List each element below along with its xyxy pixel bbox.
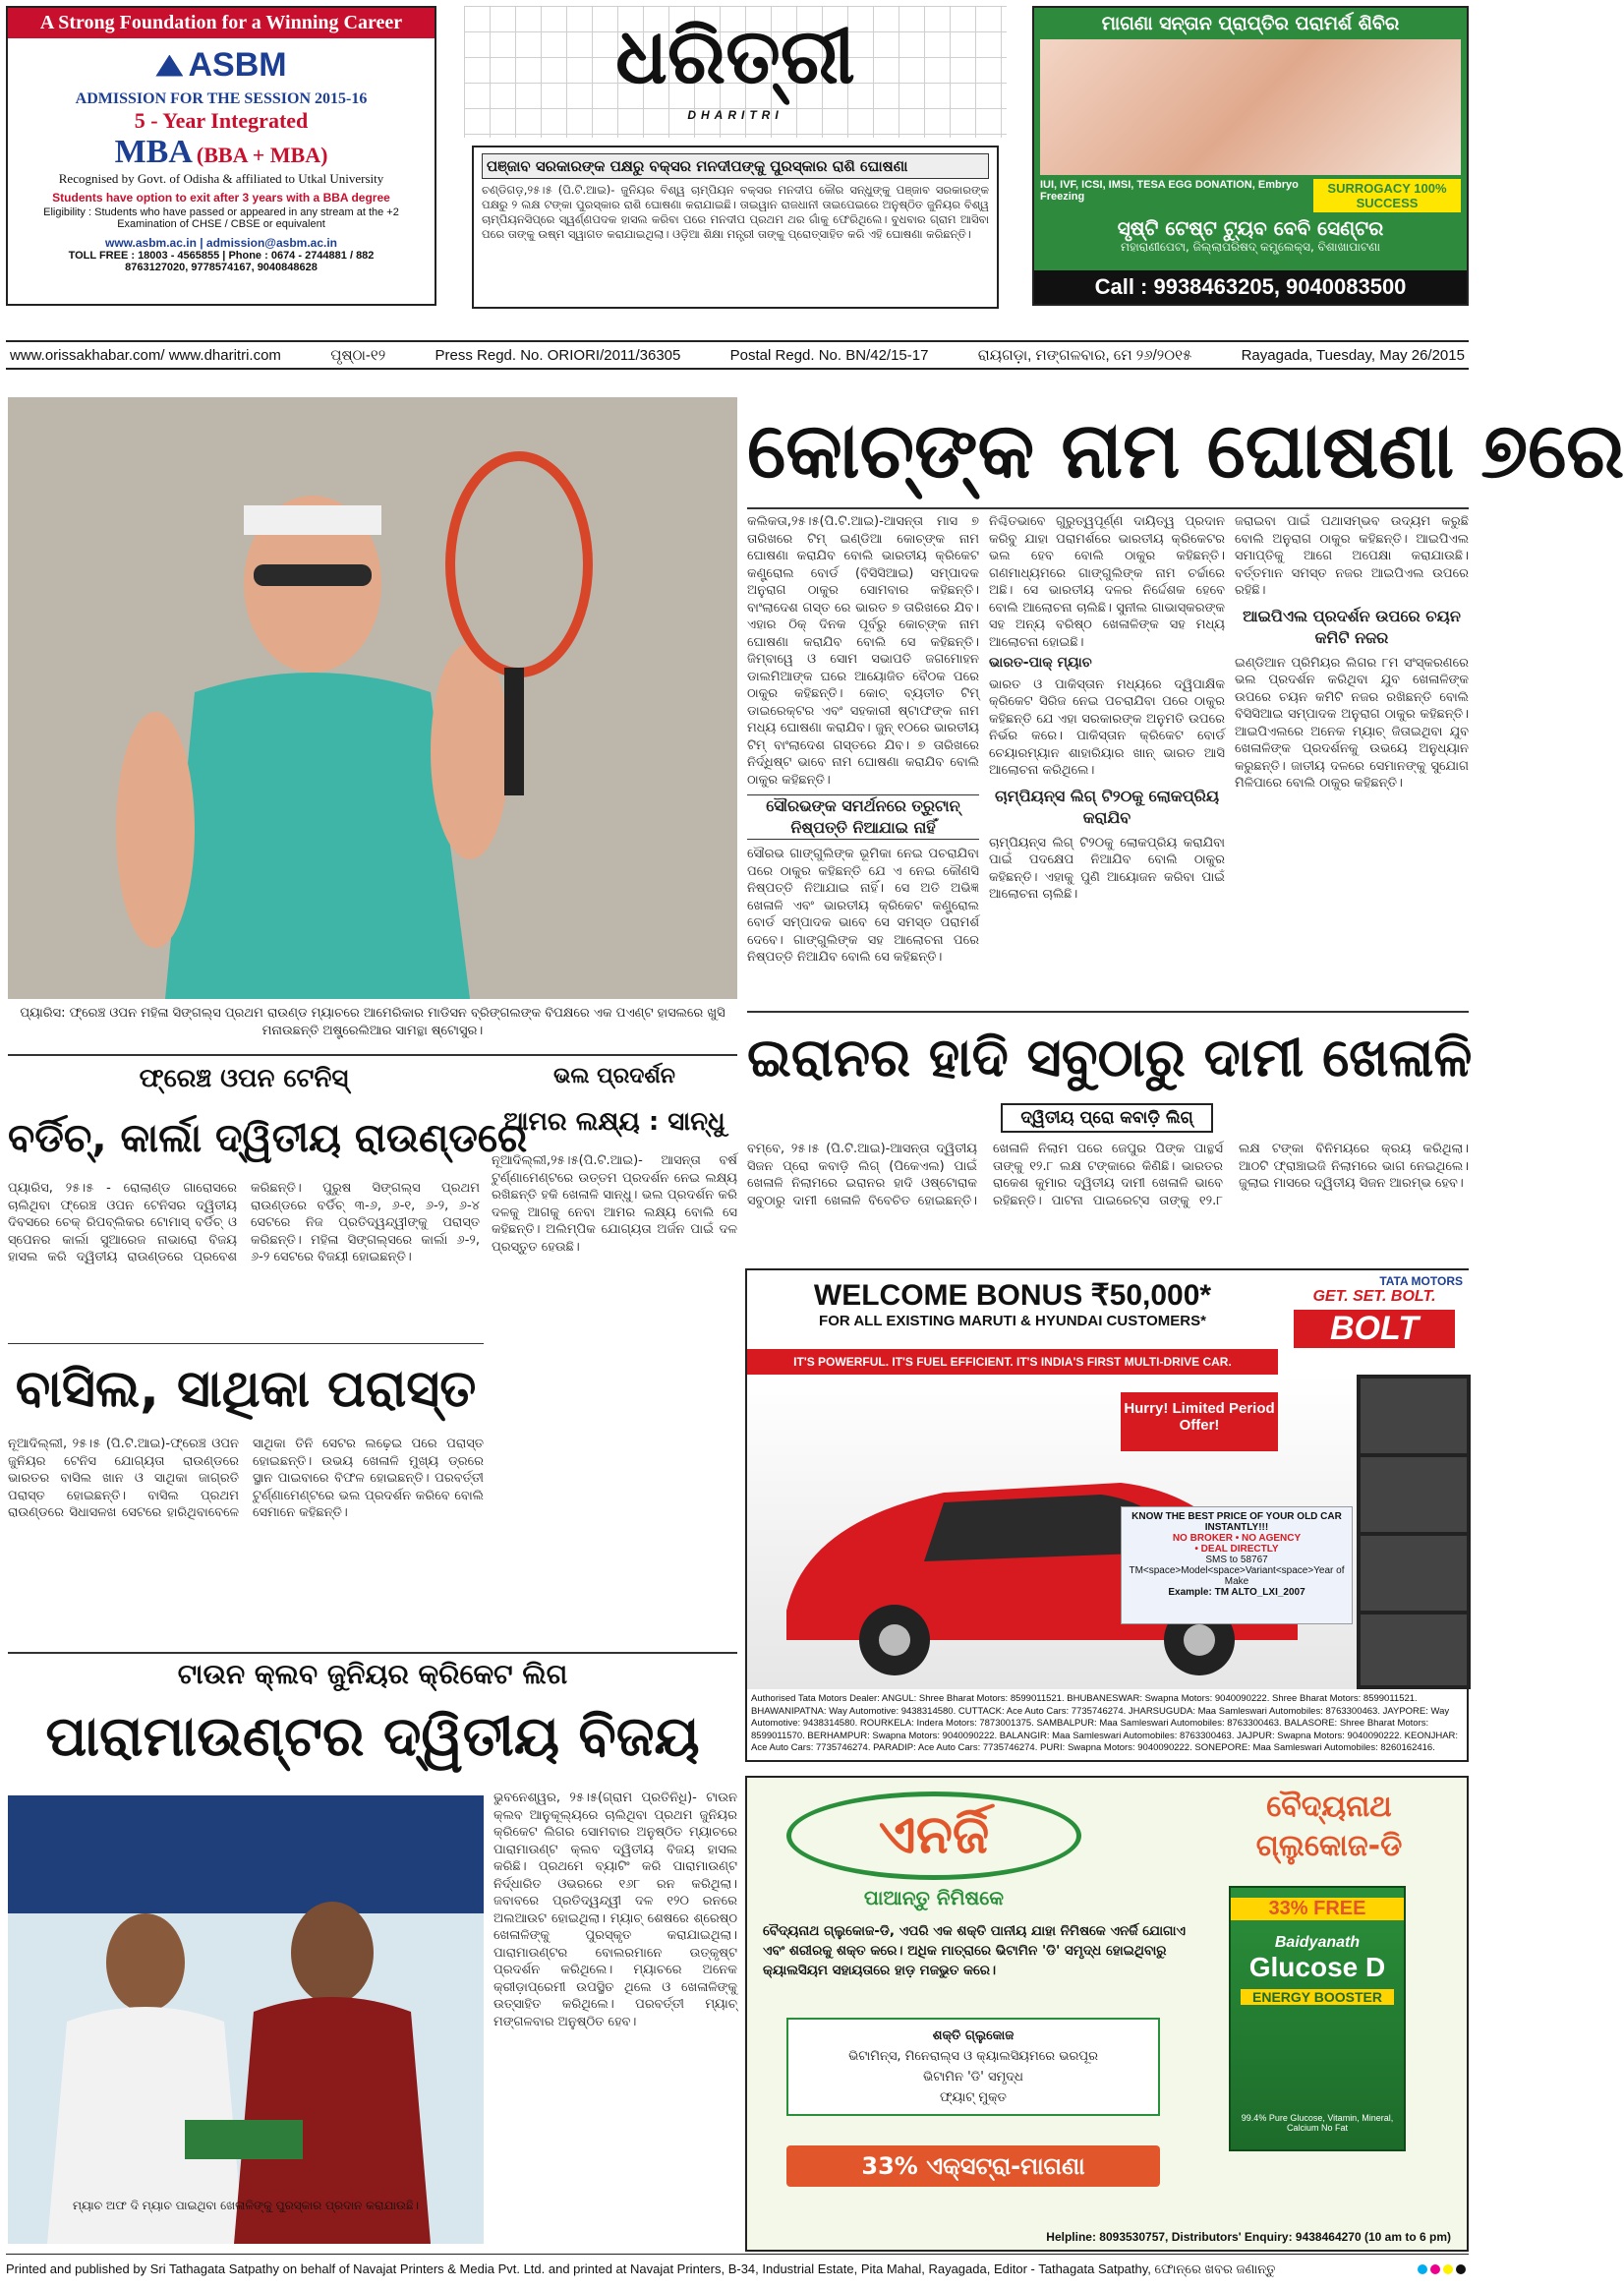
fertility-centre: ସୃଷ୍ଟି ଟେଷ୍ଟ ଟ୍ୟୁବ ବେବି ସେଣ୍ଟର <box>1117 216 1384 240</box>
imprint-text: Printed and published by Sri Tathagata Satpathy on behalf of Navajat Printers & Media Pvt. Ltd. and printed at Navajat Printers, B-34, Industrial Estate, Pita Mahal, Rayagada, Editor - Tathagata Satpathy, ଫୋନ୍‌ରେ ଖବର ଜଣାନ୍ତୁ <box>6 2261 1276 2276</box>
coach-subhead-3: ଚାମ୍ପିୟନ୍ସ ଲିଗ୍ ଟି୨୦କୁ ଲୋକପ୍ରିୟ କରାଯିବ <box>994 786 1220 827</box>
glucose-pack <box>1229 1886 1406 2151</box>
asbm-mobiles: 8763127020, 9778574167, 9040848628 <box>125 262 318 273</box>
asbm-exit-option: Students have option to exit after 3 years with a BBA degree <box>52 191 390 205</box>
tata-customers: FOR ALL EXISTING MARUTI & HYUNDAI CUSTOMERS* <box>819 1313 1206 1329</box>
glucose-pack-name: Glucose D <box>1248 1952 1386 1982</box>
glucose-feature-4: ଫ୍ୟାଟ୍ ମୁକ୍ତ <box>940 2090 1007 2105</box>
fertility-ad <box>1032 6 1469 306</box>
glucose-d-ad <box>745 1776 1469 2252</box>
folio-website: www.orissakhabar.com/ www.dharitri.com <box>10 346 281 364</box>
fertility-baby-photo <box>1040 39 1461 175</box>
tata-tagline: IT'S POWERFUL. IT'S FUEL EFFICIENT. IT'S INDIA'S FIRST MULTI-DRIVE CAR. <box>747 1349 1278 1375</box>
folio-date-en: Rayagada, Tuesday, May 26/2015 <box>1241 346 1465 364</box>
masthead-subtitle: DHARITRI <box>687 108 783 122</box>
glucose-features <box>786 2018 1160 2116</box>
asbm-logo: ASBM <box>188 46 287 84</box>
glucose-brand: ବୈଦ୍ୟନାଥ ଗ୍ଲୁକୋଜ-ଡି <box>1255 1790 1403 1863</box>
folio-date-odia: ରାୟଗଡ଼ା, ମଙ୍ଗଳବାର, ମେ ୨୬/୨୦୧୫ <box>977 346 1192 364</box>
glucose-pack-booster: ENERGY BOOSTER <box>1241 1989 1394 2005</box>
asbm-tagline: A Strong Foundation for a Winning Career <box>8 8 435 38</box>
glucose-feature-3: ଭିଟାମିନ 'ଡି' ସମୃଦ୍ଧ <box>923 2070 1023 2084</box>
cricket-body: ଭୁବନେଶ୍ୱର, ୨୫।୫(ଗ୍ରାମ ପ୍ରତିନିଧି)- ଟାଉନ କ୍ଲବ ଆନୁକୂଲ୍ୟରେ ଚାଲିଥିବା ପ୍ରଥମ ଜୁନିୟର କ୍ରିକେଟ ଲିଗର ସୋମବାର ଅନୁଷ୍ଠିତ ମ୍ୟାଚରେ ପାରାମାଉଣ୍ଟ କ୍ଲବ ଦ୍ୱିତୀୟ ବିଜୟ ହାସଲ କରିଛି। ପ୍ରଥମେ ବ୍ୟାଟିଂ କରି ପାରାମାଉଣ୍ଟ ନିର୍ଦ୍ଧାରିତ ଓଭରରେ ୧୬୮ ରନ କରିଥିଲା। ଜବାବରେ ପ୍ରତିଦ୍ୱନ୍ଦ୍ୱୀ ଦଳ ୧୨୦ ରନରେ ଅଲଆଉଟ ହୋଇଥିଲା। ମ୍ୟାଚ୍ ଶେଷରେ ଶ୍ରେଷ୍ଠ ଖେଳାଳିଙ୍କୁ ପୁରସ୍କୃତ କରାଯାଇଥିଲା। ପାରାମାଉଣ୍ଟର ବୋଲରମାନେ ଉତ୍କୃଷ୍ଟ ପ୍ରଦର୍ଶନ କରିଥିଲେ। ମ୍ୟାଚରେ ଅନେକ କ୍ରୀଡ଼ାପ୍ରେମୀ ଉପସ୍ଥିତ ଥିଲେ ଓ ଖେଳାଳିଙ୍କୁ ଉତ୍ସାହିତ କରିଥିଲେ। ପରବର୍ତ୍ତୀ ମ୍ୟାଚ୍ ମଙ୍ଗଳବାର ଅନୁଷ୍ଠିତ ହେବ। <box>493 1791 737 2029</box>
asbm-mba-paren: (BBA + MBA) <box>196 143 328 167</box>
fertility-services: IUI, IVF, ICSI, IMSI, TESA EGG DONATION, Embryo Freezing <box>1040 179 1299 203</box>
coach-body-5: ଚାମ୍ପିୟନ୍ସ ଲିଗ୍ ଟି୨୦କୁ ଲୋକପ୍ରିୟ କରାଯିବା ପାଇଁ ପଦକ୍ଷେପ ନିଆଯିବ ବୋଲି ଠାକୁର କହିଛନ୍ତି। ଏହାକୁ ପୁଣି ଆୟୋଜନ କରିବା ପାଇଁ ଆଲୋଚନା ଚାଲିଛି। <box>989 835 1225 902</box>
glucose-energy-sub: ପାଆନ୍ତୁ ନିମିଷକେ <box>863 1886 1005 1909</box>
tennis-body: ପ୍ୟାରିସ, ୨୫।୫ - ରୋଲାଣ୍ଡ ଗାରୋସରେ ଚାଲିଥିବା ଫ୍ରେଞ୍ଚ ଓପନ ଟେନିସର ଦ୍ୱିତୀୟ ଦିବସରେ ଚେକ୍ ରିପବ୍ଲିକର ଟୋମାସ୍ ବର୍ଡିଚ୍ ଓ ସ୍ପେନର କାର୍ଲା ସୁଆରେଜ ନାଭାରୋ ବିଜୟ ହାସଲ କରି ଦ୍ୱିତୀୟ ରାଉଣ୍ଡରେ ପ୍ରବେଶ କରିଛନ୍ତି। ପୁରୁଷ ସିଙ୍ଗଲ୍ସ ପ୍ରଥମ ରାଉଣ୍ଡରେ ବର୍ଡିଚ୍ ୩-୬, ୬-୧, ୬-୨, ୬-୪ ସେଟରେ ନିଜ ପ୍ରତିଦ୍ୱନ୍ଦ୍ୱୀଙ୍କୁ ପରାସ୍ତ କରିଛନ୍ତି। ମହିଳା ସିଙ୍ଗଲ୍ସରେ କାର୍ଲା ୬-୨, ୬-୨ ସେଟରେ ବିଜୟୀ ହୋଇଛନ୍ତି। <box>8 1181 480 1264</box>
tata-sms-format: TM<space>Model<space>Variant<space>Year of Make <box>1129 1565 1345 1587</box>
cricket-kicker: ଟାଉନ କ୍ଲବ ଜୁନିୟର କ୍ରିକେଟ ଲିଗ <box>177 1658 568 1690</box>
kabaddi-body: ବମ୍ବେ, ୨୫।୫ (ପି.ଟି.ଆଇ)-ଆସନ୍ତା ଦ୍ୱିତୀୟ ସିଜନ ପ୍ରୋ କବାଡ଼ି ଲିଗ୍ (ପିକେଏଲ) ପାଇଁ ଖେଳାଳି ନିଲାମରେ ଇରାନର ହାଦି ଓଷ୍ଟୋରାକ ସବୁଠାରୁ ଦାମୀ ଖେଳାଳି ବିବେଚିତ ହୋଇଛନ୍ତି। ଖେଳାଳି ନିଲାମ ପରେ ଜେପୁର ପିଙ୍କ ପାନ୍ଥର୍ସ ତାଙ୍କୁ ୧୨.୮ ଲକ୍ଷ ଟଙ୍କାରେ କିଣିଛି। ଭାରତର ରାକେଶ କୁମାର ଦ୍ୱିତୀୟ ଦାମୀ ଖେଳାଳି ଭାବେ ରହିଛନ୍ତି। ପାଟନା ପାଇରେଟ୍ସ ତାଙ୍କୁ ୧୨.୮ ଲକ୍ଷ ଟଙ୍କା ବିନିମୟରେ କ୍ରୟ କରିଥିଲା। ଆଠଟି ଫ୍ରାଞ୍ଚାଇଜି ନିଲାମରେ ଭାଗ ନେଇଥିଲେ। ଜୁଲାଇ ମାସରେ ଦ୍ୱିତୀୟ ସିଜନ ଆରମ୍ଭ ହେବ। <box>747 1142 1469 1208</box>
cricket-award-illustration <box>8 1795 484 2244</box>
coach-body-1: କଲିକତା,୨୫।୫(ପି.ଟି.ଆଇ)-ଆସନ୍ତା ମାସ ୭ ତାରିଖରେ ଟିମ୍ ଇଣ୍ଡିଆ କୋଚ୍‌ଙ୍କ ନାମ ଘୋଷଣା କରାଯିବ ବୋଲି ଭାରତୀୟ କ୍ରିକେଟ କଣ୍ଟ୍ରୋଲ ବୋର୍ଡ (ବିସିସିଆଇ) ସମ୍ପାଦକ ଅନୁରାଗ ଠାକୁର ସୋମବାର କହିଛନ୍ତି। ବାଂଲାଦେଶ ଗସ୍ତ ରେ ଭାରତ ୭ ତାରିଖରେ ଯିବ। ଏହାର ଠିକ୍ ଦିନକ ପୂର୍ବରୁ କୋଚ୍‌ଙ୍କ ନାମ ଘୋଷଣା କରାଯିବ ବୋଲି ସେ କହିଛନ୍ତି। ଜିମ୍ବାୱେ ଓ ସୋମ ସଭାପତି ଜଗମୋହନ ଡାଲମିଆଙ୍କ ଘରେ ଆୟୋଜିତ ବୈଠକ ପରେ ଠାକୁର କହିଛନ୍ତି। କୋଚ୍ ବ୍ୟତୀତ ଟିମ୍ ଡାଇରେକ୍ଟର ଏବଂ ସହକାରୀ ଷ୍ଟାଫଙ୍କ ନାମ ମଧ୍ୟ ଘୋଷଣା କରାଯିବ। ଜୁନ୍ ୧୦ରେ ଭାରତୀୟ ଟିମ୍ ବାଂଲାଦେଶ ଗସ୍ତରେ ଯିବ। ୭ ତାରିଖରେ ନିର୍ଦ୍ଧିଷ୍ଟ ଭାବେ ନାମ ଘୋଷଣା କରାଯିବ ବୋଲି ଠାକୁର କହିଛନ୍ତି। <box>747 514 979 788</box>
asbm-logo-icon <box>155 55 183 77</box>
glucose-energy: ଏନର୍ଜି <box>786 1791 1081 1880</box>
fertility-call: Call : 9938463205, 9040083500 <box>1034 270 1467 304</box>
tata-hurry-badge: Hurry! Limited Period Offer! <box>1121 1392 1278 1451</box>
fertility-surrogacy: SURROGACY 100% SUCCESS <box>1313 179 1461 212</box>
glucose-pack-note: 99.4% Pure Glucose, Vitamin, Mineral, Calcium No Fat <box>1241 2113 1394 2133</box>
tennis-photo <box>8 397 737 999</box>
cricket-caption: ମ୍ୟାଚ ଅଫ ଦି ମ୍ୟାଚ ପାଇଥିବା ଖେଳାଳିଙ୍କୁ ପୁରସ୍କାର ପ୍ରଦାନ କରାଯାଉଛି। <box>72 2199 420 2212</box>
tennis-kicker: ଫ୍ରେଞ୍ଚ ଓପନ ଟେନିସ୍ <box>139 1064 349 1093</box>
tennis-photo-caption: ପ୍ୟାରିସ: ଫ୍ରେଞ୍ଚ ଓପନ ମହିଳା ସିଙ୍ଗଲ୍ସ ପ୍ରଥମ ରାଉଣ୍ଡ ମ୍ୟାଚରେ ଆମେରିକାର ମାଡିସନ ବ୍ରିଙ୍ଗଲଙ୍କ ବିପକ୍ଷରେ ଏକ ପଏଣ୍ଟ ହାସଲରେ ଖୁସି ମନାଉଛନ୍ତି ଅଷ୍ଟ୍ରେଲିଆର ସାମନ୍ଥା ଷ୍ଟୋସୁର। <box>20 1006 725 1038</box>
glucose-pack-free: 33% FREE <box>1231 1898 1404 1920</box>
tennis-player-illustration <box>8 397 737 999</box>
tata-features-strip <box>1357 1375 1471 1689</box>
kabaddi-headline: ଇରାନର ହାଦି ସବୁଠାରୁ ଦାମୀ ଖେଳାଳି <box>747 1027 1473 1088</box>
basil-body: ନୂଆଦିଲ୍ଲୀ, ୨୫।୫ (ପି.ଟି.ଆଇ)-ଫ୍ରେଞ୍ଚ ଓପନ ଜୁନିୟର ଟେନିସ ଯୋଗ୍ୟତା ରାଉଣ୍ଡରେ ଭାରତର ବାସିଲ ଖାନ ଓ ସାଥିକା ଜାଗ୍ରତି ପରାସ୍ତ ହୋଇଛନ୍ତି। ବାସିଲ ପ୍ରଥମ ରାଉଣ୍ଡରେ ସିଧାସଳଖ ସେଟରେ ହାରିଥିବାବେଳେ ସାଥିକା ତିନି ସେଟର ଲଢ଼େଇ ପରେ ପରାସ୍ତ ହୋଇଛନ୍ତି। ଉଭୟ ଖେଳାଳି ମୁଖ୍ୟ ଡ୍ରରେ ସ୍ଥାନ ପାଇବାରେ ବିଫଳ ହୋଇଛନ୍ତି। ପରବର୍ତ୍ତୀ ଟୁର୍ଣ୍ଣାମେଣ୍ଟରେ ଭଲ ପ୍ରଦର୍ଶନ କରିବେ ବୋଲି ସେମାନେ କହିଛନ୍ତି। <box>8 1437 484 1520</box>
folio-postal-regd: Postal Regd. No. BN/42/15-17 <box>729 346 929 364</box>
masthead-title: ଧରିତ୍ରୀ <box>615 13 855 101</box>
folio-press-regd: Press Regd. No. ORIORI/2011/36305 <box>435 346 681 364</box>
tata-dealers: Authorised Tata Motors Dealer: ANGUL: Shree Bharat Motors: 8599011521. BHUBANESWAR: Swapna Motors: 9040090222. Shree Bharat Motors: 8599011521. BHAWANIPATNA: Way Automotive: 9438314580. CUTTACK: Ace Auto Cars: 7735746274. JHARSUGUDA: Maa Samleswari Automobiles: 8763300463. JAYPORE: Way Automotive: 9438314580. ROURKELA: Indera Motors: 7873001375. SAMBALPUR: Maa Samleswari Automobiles: 8763300463. BALASORE: Shree Bharat Motors: 8599011570. BERHAMPUR: Swapna Motors: 9040090222. BALANGIR: Maa Samleswari Automobiles: 8763300463. JAJPUR: Swapna Motors: 9040090222. KEONJHAR: Ace Auto Cars: 7735746274. PARADIP: Ace Auto Cars: 7735746274. PURI: Swapna Motors: 9040090222. SONEPORE: Maa Samleswari Automobiles: 8260162416. <box>751 1693 1459 1753</box>
coach-body-7: ଇଣ୍ଡିଆନ ପ୍ରିମିୟର ଲିଗର ୮ମ ସଂସ୍କରଣରେ ଭଲ ପ୍ରଦର୍ଶନ କରିଥିବା ଯୁବ ଖେଳାଳିଙ୍କ ଉପରେ ଚୟନ କମିଟି ନଜର ରଖିଛନ୍ତି ବୋଲି ବିସିସିଆଇ ସମ୍ପାଦକ ଅନୁରାଗ ଠାକୁର କହିଛନ୍ତି। ଆଇପିଏଲରେ ଅନେକ ମ୍ୟାଚ୍ ଜିତାଇଥିବା ଯୁବ ଖେଳାଳିଙ୍କ ପ୍ରଦର୍ଶନକୁ ଉଭୟେ ଅନୁଧ୍ୟାନ କରୁଛନ୍ତି। ଜାତୀୟ ଦଳରେ ସେମାନଙ୍କୁ ସୁଯୋଗ ମିଳିପାରେ ବୋଲି ଠାକୁର କହିଛନ୍ତି। <box>1235 655 1469 791</box>
tata-brand: TATA MOTORS <box>1379 1274 1463 1288</box>
coach-body-4: ଭାରତ ଓ ପାକିସ୍ତାନ ମଧ୍ୟରେ ଦ୍ୱିପାକ୍ଷିକ କ୍ରିକେଟ ସିରିଜ ନେଇ ପଚରାଯିବା ପରେ ଠାକୁର କହିଛନ୍ତି ଯେ ଏହା ସରକାରଙ୍କ ଅନୁମତି ଉପରେ ନିର୍ଭର କରେ। ପାକିସ୍ତାନ କ୍ରିକେଟ ବୋର୍ଡ ଚେୟାରମ୍ୟାନ ଶାହାରିୟାର ଖାନ୍ ଭାରତ ଆସି ଆଲୋଚନା କରିଥିଲେ। <box>989 676 1225 778</box>
sandhu-kicker: ଭଲ ପ୍ରଦର୍ଶନ <box>553 1064 675 1088</box>
asbm-recognised: Recognised by Govt. of Odisha & affiliated to Utkal University <box>58 171 384 186</box>
asbm-web: www.asbm.ac.in | admission@asbm.ac.in <box>104 236 338 250</box>
folio-line <box>6 340 1469 370</box>
glucose-pitch: ବୈଦ୍ୟନାଥ ଗ୍ଲୁକୋଜ-ଡି, ଏପରି ଏକ ଶକ୍ତି ପାନୀୟ ଯାହା ନିମିଷକେ ଏନର୍ଜି ଯୋଗାଏ ଏବଂ ଶରୀରକୁ ଶକ୍ତ କରେ। ଅଧିକ ମାତ୍ରାରେ ଭିଟାମିନ 'ଡି' ସମୃଦ୍ଧ ହୋଇଥିବାରୁ କ୍ୟାଲସିୟମ ସହାୟତାରେ ହାଡ଼ ମଜଭୁତ କରେ। <box>763 1923 1186 1978</box>
folio-page-number: ପୃଷ୍ଠା-୧୨ <box>330 346 386 364</box>
coach-body-6: ଜରାଇବା ପାଇଁ ପଥାସମ୍ଭବ ଉଦ୍ୟମ କରୁଛି ବୋଲି ଅନୁରାଗ ଠାକୁର କହିଛନ୍ତି। ଆଇପିଏଲ ସମାପ୍ତିକୁ ଆଗେ ଅପେକ୍ଷା କରାଯାଉଛି। ବର୍ତ୍ତମାନ ସମସ୍ତ ନଜର ଆଇପିଏଲ ଉପରେ ରହିଛି। <box>1235 514 1469 598</box>
tata-offer-1: NO BROKER • NO AGENCY <box>1172 1533 1302 1544</box>
tata-sms: SMS to 58767 <box>1205 1555 1268 1565</box>
tata-offer-box <box>1121 1506 1353 1624</box>
lead-headline: ପଞ୍ଜାବ ସରକାରଙ୍କ ପକ୍ଷରୁ ବକ୍ସର ମନଦୀପଙ୍କୁ ପୁରସ୍କାର ରାଶି ଘୋଷଣା <box>482 153 989 179</box>
fertility-title: ମାଗଣା ସନ୍ତାନ ପ୍ରାପ୍ତିର ପରାମର୍ଶ ଶିବିର <box>1101 13 1400 34</box>
glucose-pack-brand: Baidyanath <box>1274 1934 1361 1951</box>
glucose-helpline: Helpline: 8093530757, Distributors' Enquiry: 9438464270 (10 am to 6 pm) <box>1046 2230 1451 2244</box>
asbm-ad <box>6 6 436 306</box>
coach-subhead-2: ଭାରତ-ପାକ୍ ମ୍ୟାଚ <box>989 655 1092 671</box>
tata-sms-example: Example: TM ALTO_LXI_2007 <box>1168 1587 1305 1598</box>
asbm-admission: ADMISSION FOR THE SESSION 2015-16 <box>75 90 368 107</box>
tata-offer-2: • DEAL DIRECTLY <box>1194 1544 1279 1555</box>
tata-welcome-bonus: WELCOME BONUS ₹50,000* <box>813 1279 1212 1312</box>
tata-bolt-ad <box>745 1268 1469 1762</box>
asbm-tollfree: TOLL FREE : 18003 - 4565855 | Phone : 0674 - 2744881 / 882 <box>68 250 375 262</box>
asbm-program: 5 - Year Integrated <box>134 108 309 133</box>
kabaddi-kicker: ଦ୍ୱିତୀୟ ପ୍ରୋ କବାଡ଼ି ଲିଗ୍ <box>1001 1103 1213 1133</box>
coach-column-3 <box>1235 513 1469 1005</box>
imprint-line <box>6 2254 1469 2283</box>
fertility-address: ମହାରାଣୀପେଟା, ଜିଲ୍ଲାପରିଷଦ୍‌ କମ୍ପ୍ଲେକ୍ସ, ବିଶାଖାପାଟଣା <box>1120 240 1380 254</box>
cricket-photo <box>8 1795 484 2244</box>
asbm-eligibility: Eligibility : Students who have passed or appeared in any stream at the +2 Examination of CHSE / CBSE or equivalent <box>43 206 399 230</box>
basil-headline: ବାସିଲ, ସାଥିକା ପରାସ୍ତ <box>15 1360 477 1419</box>
cricket-headline: ପାରାମାଉଣ୍ଟର ଦ୍ୱିତୀୟ ବିଜୟ <box>45 1705 700 1769</box>
coach-subhead-4: ଆଇପିଏଲ ପ୍ରଦର୍ଶନ ଉପରେ ଚୟନ କମିଟି ନଜର <box>1243 606 1461 647</box>
sandhu-body: ନୂଆଦିଲ୍ଲୀ,୨୫।୫(ପି.ଟି.ଆଇ)- ଆସନ୍ତା ବର୍ଷ ଟୁର୍ଣ୍ଣାମେଣ୍ଟରେ ଉତ୍ତମ ପ୍ରଦର୍ଶନ ନେଇ ଲକ୍ଷ୍ୟ ରଖିଛନ୍ତି ହକି ଖେଳାଳି ସାନ୍ଧୁ। ଭଲ ପ୍ରଦର୍ଶନ କରି ଦଳକୁ ଆଗକୁ ନେବା ଆମର ଲକ୍ଷ୍ୟ ବୋଲି ସେ କହିଛନ୍ତି। ଅଲିମ୍ପିକ ଯୋଗ୍ୟତା ଅର୍ଜନ ପାଇଁ ଦଳ ପ୍ରସ୍ତୁତ ହେଉଛି। <box>492 1153 737 1255</box>
tennis-headline: ବର୍ଡିଚ୍, କାର୍ଲା ଦ୍ୱିତୀୟ ରାଉଣ୍ଡରେ <box>8 1116 528 1161</box>
glucose-feature-1: ଶକ୍ତି ଗ୍ଲୁକୋଜ <box>932 2028 1015 2043</box>
masthead <box>464 6 1007 138</box>
sandhu-headline: ଆମର ଲକ୍ଷ୍ୟ : ସାନ୍ଧୁ <box>503 1107 725 1137</box>
asbm-mba: MBA <box>114 134 193 170</box>
tata-getset: GET. SET. BOLT. <box>1312 1288 1436 1305</box>
registration-marks <box>1418 2260 1469 2278</box>
lead-body: ଚଣ୍ଡିଗଡ଼,୨୫।୫ (ପି.ଟି.ଆଇ)- ଜୁନିୟର ବିଶ୍ୱ ଚାମ୍ପିୟନ ବକ୍ସର ମନଦୀପ କୌର ସନ୍ଧୁଙ୍କୁ ପଞ୍ଜାବ ସରକାରଙ୍କ ପକ୍ଷରୁ ୨ ଲକ୍ଷ ଟଙ୍କା ପୁରସ୍କାର ରାଶି ଘୋଷଣା କରାଯାଇଛି। ତାଇୱାନ ରାଜଧାନୀ ତାଇପେଇରେ ଅନୁଷ୍ଠିତ ଜୁନିୟର ବିଶ୍ୱ ଚାମ୍ପିୟନସିପ୍‌ରେ ସ୍ୱର୍ଣ୍ଣପଦକ ହାସଲ କରିବା ପରେ ମନଦୀପ ପ୍ରଥମ ଥର ଗାଁକୁ ଫେରିଥିଲେ। ବୁଧବାର ଗ୍ରାମ ଆସିବା ପରେ ତାଙ୍କୁ ଉଷ୍ମ ସ୍ୱାଗତ କରାଯାଇଥିଲା। ଓଡ଼ିଆ ଶିକ୍ଷା ମନ୍ତ୍ରୀ ତାଙ୍କୁ ପ୍ରୋତ୍ସାହିତ କରି ଏହି ଘୋଷଣା କରିଛନ୍ତି। <box>482 183 989 241</box>
coach-column-1 <box>747 513 979 1005</box>
glucose-extra-free: 33% ଏକ୍ସଟ୍ରା-ମାଗଣା <box>786 2145 1160 2187</box>
tata-offer-title: KNOW THE BEST PRICE OF YOUR OLD CAR INSTANTLY!!! <box>1131 1511 1342 1533</box>
tata-model: BOLT <box>1294 1310 1455 1348</box>
coach-body-2: ସୌରଭ ଗାଙ୍ଗୁଲିଙ୍କ ଭୂମିକା ନେଇ ପଚରାଯିବା ପରେ ଠାକୁର କହିଛନ୍ତି ଯେ ଏ ନେଇ କୌଣସି ନିଷ୍ପତ୍ତି ନିଆଯାଇ ନାହିଁ। ସେ ଅତି ଅଭିଜ୍ଞ ଖେଳାଳି ଏବଂ ଭାରତୀୟ କ୍ରିକେଟ କଣ୍ଟ୍ରୋଲ ବୋର୍ଡ ସମ୍ପାଦକ ଭାବେ ସେ ସମସ୍ତ ପରାମର୍ଶ ଦେବେ। ଗାଙ୍ଗୁଲିଙ୍କ ସହ ଆଲୋଚନା ପରେ ନିଷ୍ପତ୍ତି ନିଆଯିବ ବୋଲି ସେ କହିଛନ୍ତି। <box>747 847 979 965</box>
lead-story-box <box>472 146 999 309</box>
coach-headline: କୋଚ୍‌ଙ୍କ ନାମ ଘୋଷଣା ୭ରେ <box>747 407 1624 496</box>
glucose-feature-2: ଭିଟାମିନ୍ସ, ମିନେରାଲ୍ସ ଓ କ୍ୟାଲସିୟମରେ ଭରପୂର <box>848 2049 1098 2064</box>
coach-subhead-1: ସୌରଭଙ୍କ ସମର୍ଥନରେ ତ୍ରୁଟାନ୍ ନିଷ୍ପତ୍ତି ନିଆଯାଇ ନାହିଁ <box>747 794 979 840</box>
coach-body-3: ନିଶ୍ଚିତଭାବେ ଗୁରୁତ୍ୱପୂର୍ଣ୍ଣ ଦାୟିତ୍ୱ ପ୍ରଦାନ କରିବୁ ଯାହା ପରାମର୍ଶରେ ଭାରତୀୟ କ୍ରିକେଟର ଭଲ ହେବ ବୋଲି ଠାକୁର କହିଛନ୍ତି। ଗଣମାଧ୍ୟମରେ ଗାଙ୍ଗୁଲିଙ୍କ ନାମ ଚର୍ଚ୍ଚାରେ ଅଛି। ସେ ଭାରତୀୟ ଦଳର ନିର୍ଦ୍ଦେଶକ ହେବେ ବୋଲି ଆଲୋଚନା ଚାଲିଛି। ସୁନୀଲ ଗାଭାସ୍କରଙ୍କ ସହ ଅନ୍ୟ ବରିଷ୍ଠ ଖେଳାଳିଙ୍କ ସହ ମଧ୍ୟ ଆଲୋଚନା ହୋଇଛି। <box>989 514 1225 650</box>
coach-column-2 <box>989 513 1225 1005</box>
